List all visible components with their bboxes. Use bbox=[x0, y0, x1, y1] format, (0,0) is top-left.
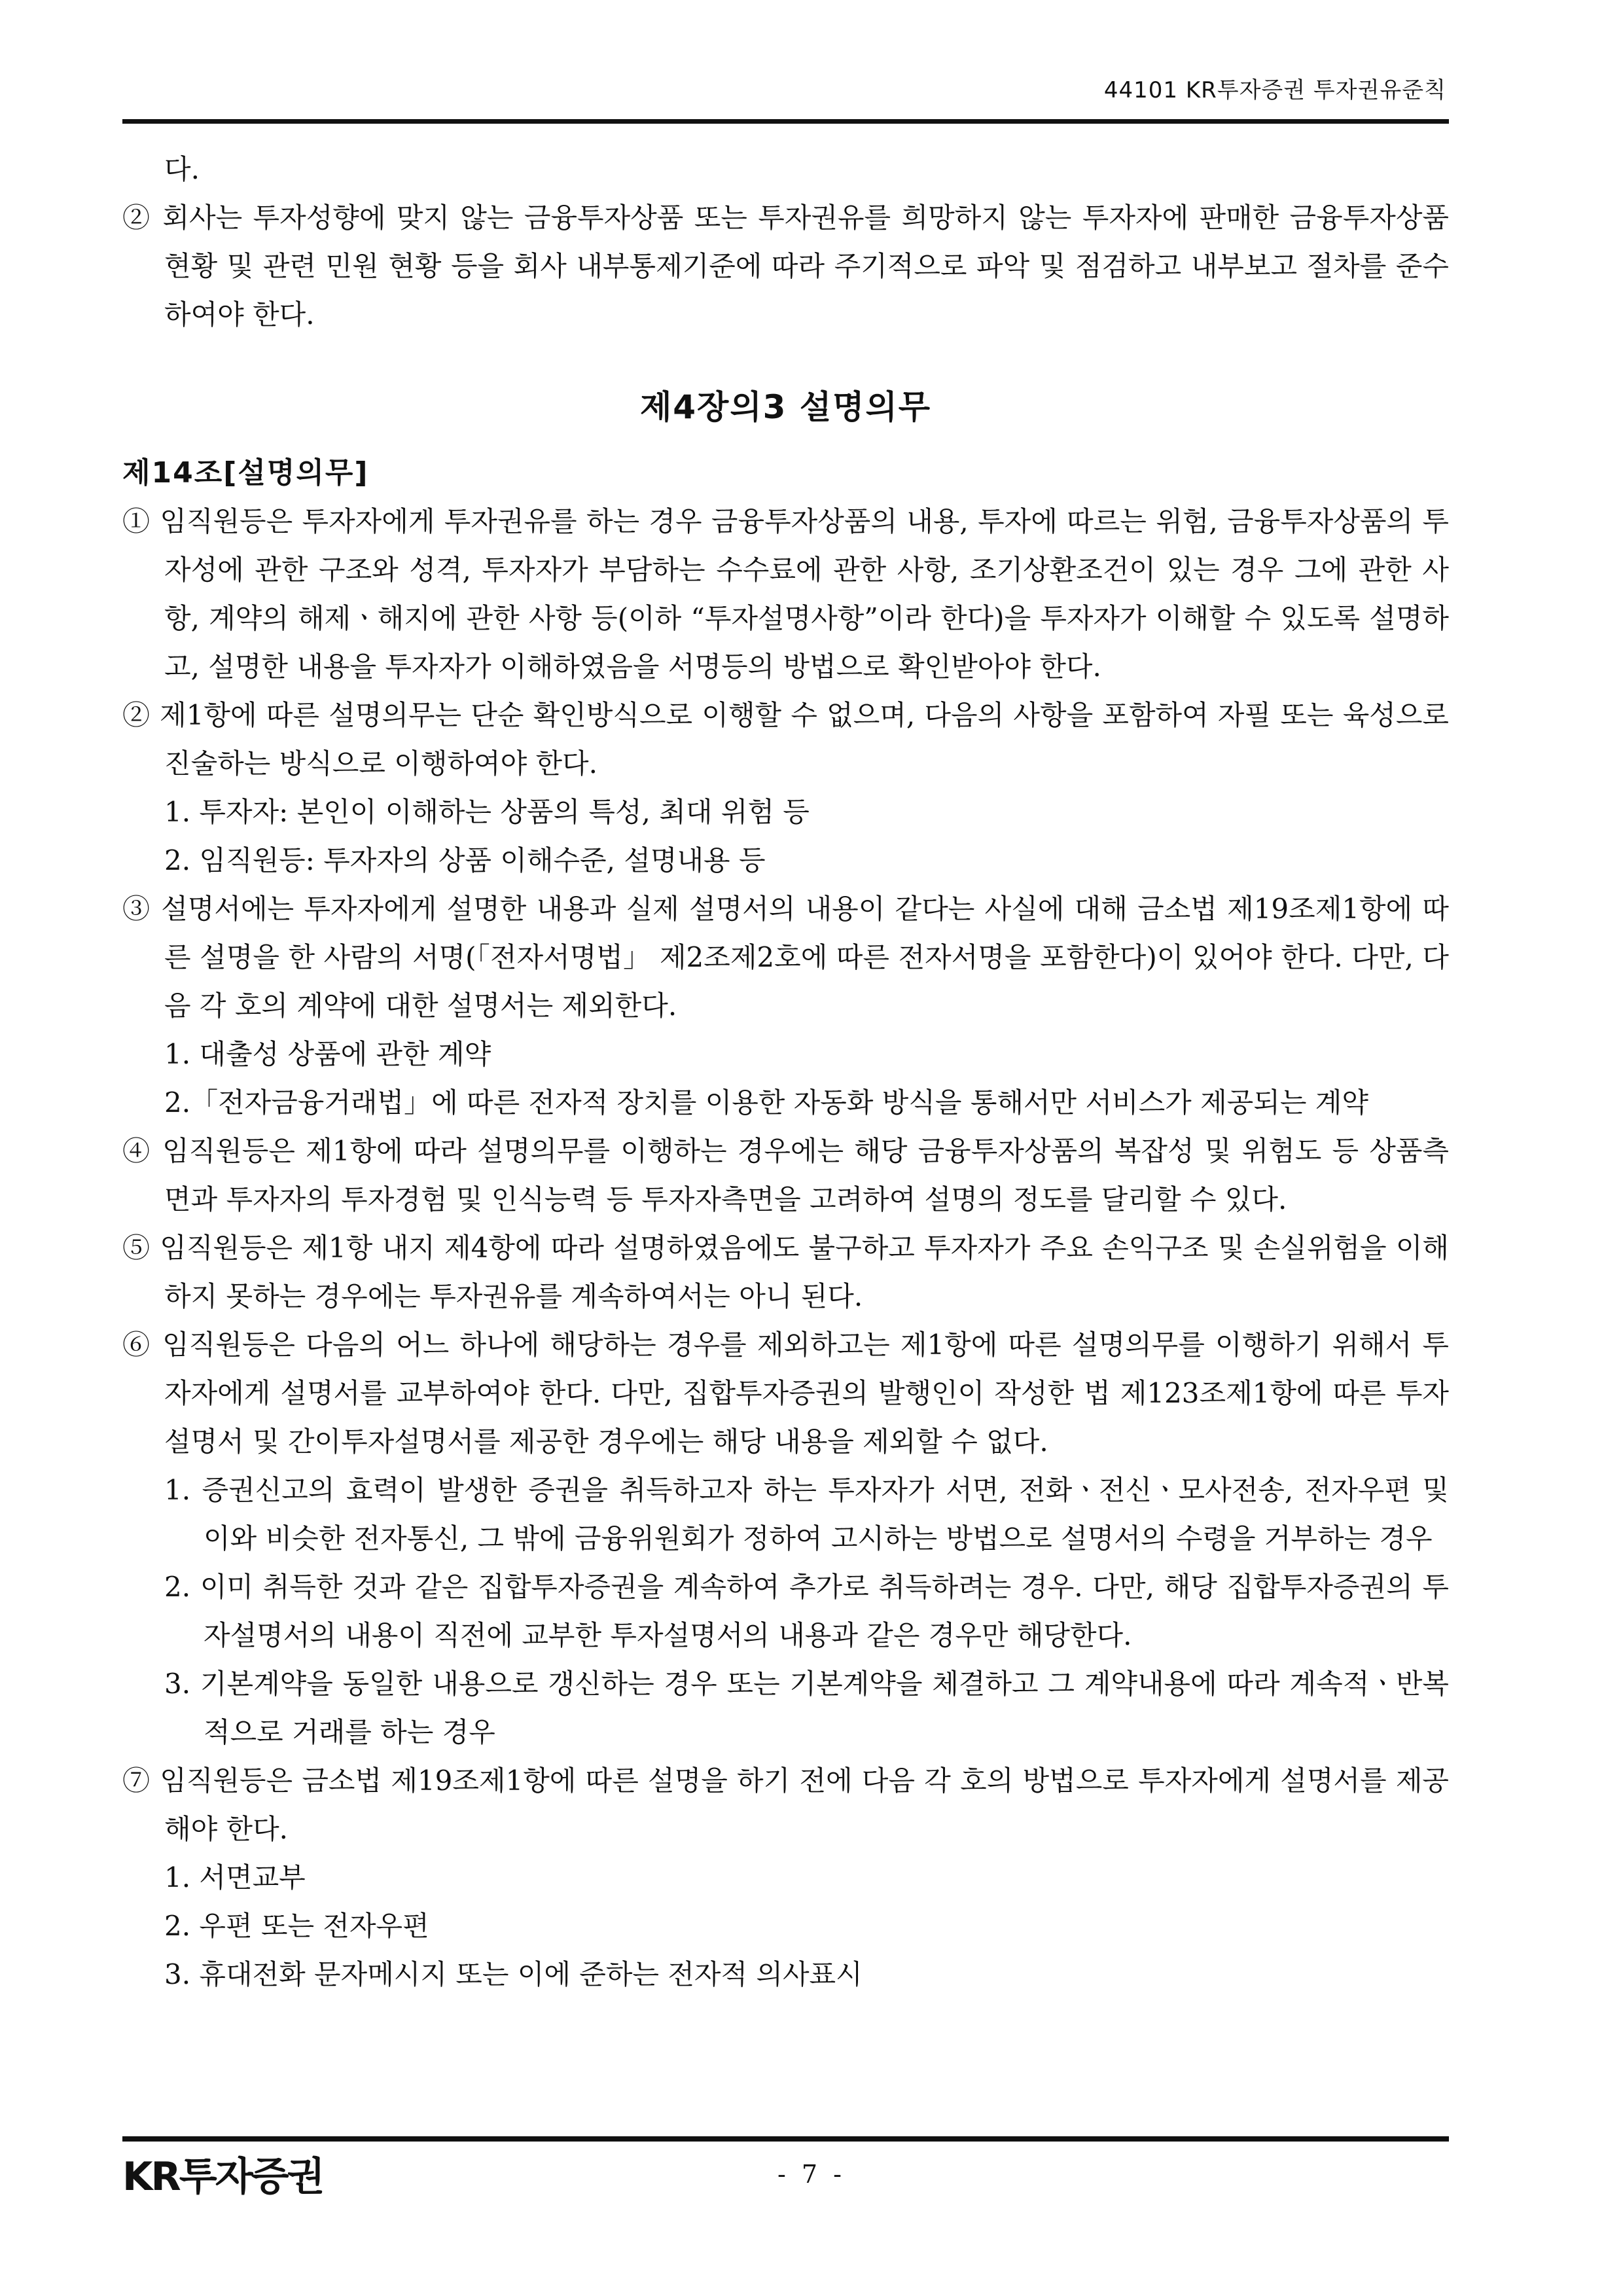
list-item: 2. 이미 취득한 것과 같은 집합투자증권을 계속하여 추가로 취득하려는 경우. 다만, 해당 집합투자증권의 투자설명서의 내용이 직전에 교부한 투자설명서의 내용과 같은 경우만 해당한다. bbox=[164, 1571, 1449, 1651]
paragraph-7: ⑦ 임직원등은 금소법 제19조제1항에 따른 설명을 하기 전에 다음 각 호의 방법으로 투자자에게 설명서를 제공해야 한다. bbox=[122, 1765, 1449, 1845]
article-title: 제14조[설명의무] bbox=[122, 456, 369, 490]
paragraph-prev-2: ② 회사는 투자성향에 맞지 않는 금융투자상품 또는 투자권유를 희망하지 않는 투자자에 판매한 금융투자상품 현황 및 관련 민원 현황 등을 회사 내부통제기준에 따라 주기적으로 파악 및 점검하고 내부보고 절차를 준수하여야 한다. bbox=[122, 202, 1449, 331]
page-number: - 7 - bbox=[777, 2160, 846, 2189]
paragraph-2: ② 제1항에 따른 설명의무는 단순 확인방식으로 이행할 수 없으며, 다음의 사항을 포함하여 자필 또는 육성으로 진술하는 방식으로 이행하여야 한다. bbox=[122, 699, 1449, 780]
paragraph-5: ⑤ 임직원등은 제1항 내지 제4항에 따라 설명하였음에도 불구하고 투자자가 주요 손익구조 및 손실위험을 이해하지 못하는 경우에는 투자권유를 계속하여서는 아니 된다. bbox=[122, 1232, 1449, 1312]
continuation-text: 다. bbox=[164, 153, 200, 185]
paragraph-1: ① 임직원등은 투자자에게 투자권유를 하는 경우 금융투자상품의 내용, 투자에 따르는 위험, 금융투자상품의 투자성에 관한 구조와 성격, 투자자가 부담하는 수수료에 관한 사항, 조기상환조건이 있는 경우 그에 관한 사항, 계약의 해제ㆍ해지에 관한 사항 등(이하 “투자설명사항”이라 한다)을 투자자가 이해할 수 있도록 설명하고, 설명한 내용을 투자자가 이해하였음을 서명등의 방법으로 확인받아야 한다. bbox=[122, 505, 1449, 683]
document-title-header: 44101 KR투자증권 투자권유준칙 bbox=[1103, 77, 1446, 103]
list-item: 2. 우편 또는 전자우편 bbox=[164, 1910, 429, 1942]
paragraph-4: ④ 임직원등은 제1항에 따라 설명의무를 이행하는 경우에는 해당 금융투자상품의 복잡성 및 위험도 등 상품측면과 투자자의 투자경험 및 인식능력 등 투자자측면을 고려하여 설명의 정도를 달리할 수 있다. bbox=[122, 1135, 1449, 1215]
list-item: 1. 서면교부 bbox=[164, 1861, 306, 1893]
footer-rule bbox=[122, 2136, 1449, 2142]
chapter-title: 제4장의3 설명의무 bbox=[639, 388, 932, 426]
paragraph-3: ③ 설명서에는 투자자에게 설명한 내용과 실제 설명서의 내용이 같다는 사실에 대해 금소법 제19조제1항에 따른 설명을 한 사람의 서명(「전자서명법」 제2조제2호에 따른 전자서명을 포함한다)이 있어야 한다. 다만, 다음 각 호의 계약에 대한 설명서는 제외한다. bbox=[122, 893, 1449, 1022]
list-item: 3. 기본계약을 동일한 내용으로 갱신하는 경우 또는 기본계약을 체결하고 그 계약내용에 따라 계속적ㆍ반복적으로 거래를 하는 경우 bbox=[164, 1668, 1449, 1748]
paragraph-6: ⑥ 임직원등은 다음의 어느 하나에 해당하는 경우를 제외하고는 제1항에 따른 설명의무를 이행하기 위해서 투자자에게 설명서를 교부하여야 한다. 다만, 집합투자증권의 발행인이 작성한 법 제123조제1항에 따른 투자설명서 및 간이투자설명서를 제공한 경우에는 해당 내용을 제외할 수 없다. bbox=[122, 1329, 1449, 1458]
list-item: 1. 증권신고의 효력이 발생한 증권을 취득하고자 하는 투자자가 서면, 전화ㆍ전신ㆍ모사전송, 전자우편 및 이와 비슷한 전자통신, 그 밖에 금융위원회가 정하여 고시하는 방법으로 설명서의 수령을 거부하는 경우 bbox=[164, 1474, 1449, 1554]
list-item: 3. 휴대전화 문자메시지 또는 이에 준하는 전자적 의사표시 bbox=[164, 1958, 863, 1990]
document-body bbox=[122, 145, 1449, 1999]
list-item: 2. 임직원등: 투자자의 상품 이해수준, 설명내용 등 bbox=[164, 844, 766, 876]
list-item: 2.「전자금융거래법」에 따른 전자적 장치를 이용한 자동화 방식을 통해서만 서비스가 제공되는 계약 bbox=[164, 1086, 1368, 1119]
list-item: 1. 투자자: 본인이 이해하는 상품의 특성, 최대 위험 등 bbox=[164, 796, 810, 828]
header-rule bbox=[122, 119, 1449, 124]
company-logo: KR투자증권 bbox=[122, 2154, 323, 2200]
list-item: 1. 대출성 상품에 관한 계약 bbox=[164, 1038, 491, 1070]
